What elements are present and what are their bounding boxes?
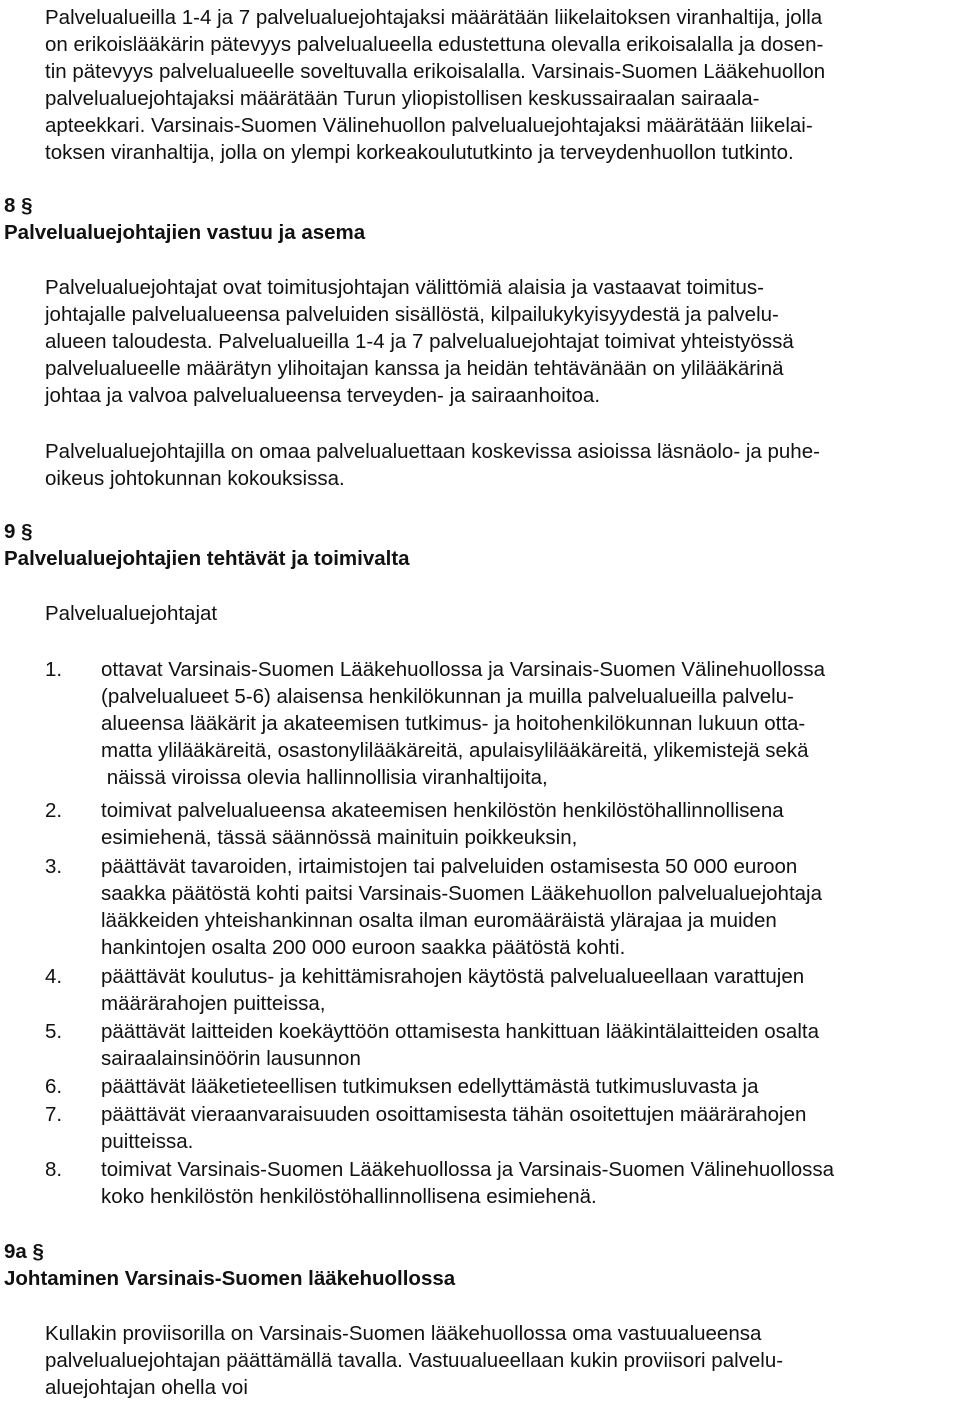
section-title: Palvelualuejohtajien tehtävät ja toimivalta [4, 547, 410, 570]
section-number: 8 § [4, 194, 33, 217]
paragraph-line: aluejohtajan ohella voi [45, 1376, 248, 1399]
list-item-number: 7. [45, 1103, 63, 1126]
intro-line: apteekkari. Varsinais-Suomen Välinehuollon palvelualuejohtajaksi määrätään liikelai- [45, 114, 813, 137]
list-item-number: 3. [45, 855, 63, 878]
list-item-line: koko henkilöstön henkilöstöhallinnollisena esimiehenä. [101, 1185, 597, 1208]
list-item-number: 8. [45, 1158, 63, 1181]
intro-line: Palvelualueilla 1-4 ja 7 palvelualuejohtajaksi määrätään liikelaitoksen viranhaltija, jolla [45, 6, 823, 29]
paragraph-line: Palvelualuejohtajat ovat toimitusjohtajan välittömiä alaisia ja vastaavat toimitus- [45, 276, 765, 299]
paragraph-line: palvelualueelle määrätyn ylihoitajan kanssa ja heidän tehtävänään on ylilääkärinä [45, 357, 784, 380]
section-number: 9a § [4, 1240, 44, 1263]
list-item-number: 4. [45, 965, 63, 988]
list-item-line: hankintojen osalta 200 000 euroon saakka päätöstä kohti. [101, 936, 626, 959]
list-item-line: sairaalainsinöörin lausunnon [101, 1047, 361, 1070]
list-item-line: määrärahojen puitteissa, [101, 992, 326, 1015]
list-item-line: päättävät vieraanvaraisuuden osoittamisesta tähän osoitettujen määrärahojen [101, 1103, 807, 1126]
list-lead: Palvelualuejohtajat [45, 602, 218, 625]
intro-line: palvelualuejohtajaksi määrätään Turun yliopistollisen keskussairaalan sairaala- [45, 87, 760, 110]
paragraph-line: oikeus johtokunnan kokouksissa. [45, 467, 345, 490]
section-title: Palvelualuejohtajien vastuu ja asema [4, 221, 366, 244]
list-item-line: toimivat Varsinais-Suomen Lääkehuollossa ja Varsinais-Suomen Välinehuollossa [101, 1158, 835, 1181]
section-title: Johtaminen Varsinais-Suomen lääkehuollossa [4, 1267, 456, 1290]
list-item-line: päättävät lääketieteellisen tutkimuksen edellyttämästä tutkimusluvasta ja [101, 1075, 759, 1098]
list-item-number: 5. [45, 1020, 63, 1043]
list-item-number: 6. [45, 1075, 63, 1098]
list-item-line: ottavat Varsinais-Suomen Lääkehuollossa ja Varsinais-Suomen Välinehuollossa [101, 658, 825, 681]
list-item-line: (palvelualueet 5-6) alaisensa henkilökunnan ja muilla palvelualueilla palvelu- [101, 685, 794, 708]
paragraph-line: johtajalle palvelualueensa palveluiden sisällöstä, kilpailukykyisyydestä ja palvelu- [45, 303, 779, 326]
list-item-line: alueensa lääkärit ja akateemisen tutkimus- ja hoitohenkilökunnan lukuun otta- [101, 712, 806, 735]
paragraph-line: johtaa ja valvoa palvelualueensa terveyden- ja sairaanhoitoa. [45, 384, 601, 407]
list-item-line: näissä viroissa olevia hallinnollisia viranhaltijoita, [101, 766, 548, 789]
list-item-line: lääkkeiden yhteishankinnan osalta ilman euromääräistä ylärajaa ja muiden [101, 909, 777, 932]
paragraph-line: Kullakin proviisorilla on Varsinais-Suomen lääkehuollossa oma vastuualueensa [45, 1322, 762, 1345]
paragraph-line: alueen taloudesta. Palvelualueilla 1-4 ja 7 palvelualuejohtajat toimivat yhteistyössä [45, 330, 794, 353]
list-item-line: matta ylilääkäreitä, osastonylilääkäreitä, apulaisylilääkäreitä, ylikemistejä sekä [101, 739, 809, 762]
list-item-line: toimivat palvelualueensa akateemisen henkilöstön henkilöstöhallinnollisena [101, 799, 784, 822]
list-item-line: päättävät laitteiden koekäyttöön ottamisesta hankittuan lääkintälaitteiden osalta [101, 1020, 819, 1043]
list-item-line: puitteissa. [101, 1130, 194, 1153]
list-item-line: päättävät koulutus- ja kehittämisrahojen käytöstä palvelualueellaan varattujen [101, 965, 805, 988]
section-number: 9 § [4, 520, 33, 543]
list-item-line: saakka päätöstä kohti paitsi Varsinais-Suomen Lääkehuollon palvelualuejohtaja [101, 882, 823, 905]
list-item-number: 2. [45, 799, 63, 822]
intro-line: tin pätevyys palvelualueelle soveltuvalla erikoisalalla. Varsinais-Suomen Lääkehuollon [45, 60, 826, 83]
intro-line: on erikoislääkärin pätevyys palvelualueella edustettuna olevalla erikoisalalla ja dosen- [45, 33, 824, 56]
list-item-line: päättävät tavaroiden, irtaimistojen tai palveluiden ostamisesta 50 000 euroon [101, 855, 798, 878]
intro-line: toksen viranhaltija, jolla on ylempi korkeakoulututkinto ja terveydenhuollon tutkinto. [45, 141, 794, 164]
paragraph-line: Palvelualuejohtajilla on omaa palvelualuettaan koskevissa asioissa läsnäolo- ja puhe- [45, 440, 820, 463]
paragraph-line: palvelualuejohtajan päättämällä tavalla. Vastuualueellaan kukin proviisori palvelu- [45, 1349, 784, 1372]
list-item-number: 1. [45, 658, 63, 681]
list-item-line: esimiehenä, tässä säännössä mainituin poikkeuksin, [101, 826, 578, 849]
